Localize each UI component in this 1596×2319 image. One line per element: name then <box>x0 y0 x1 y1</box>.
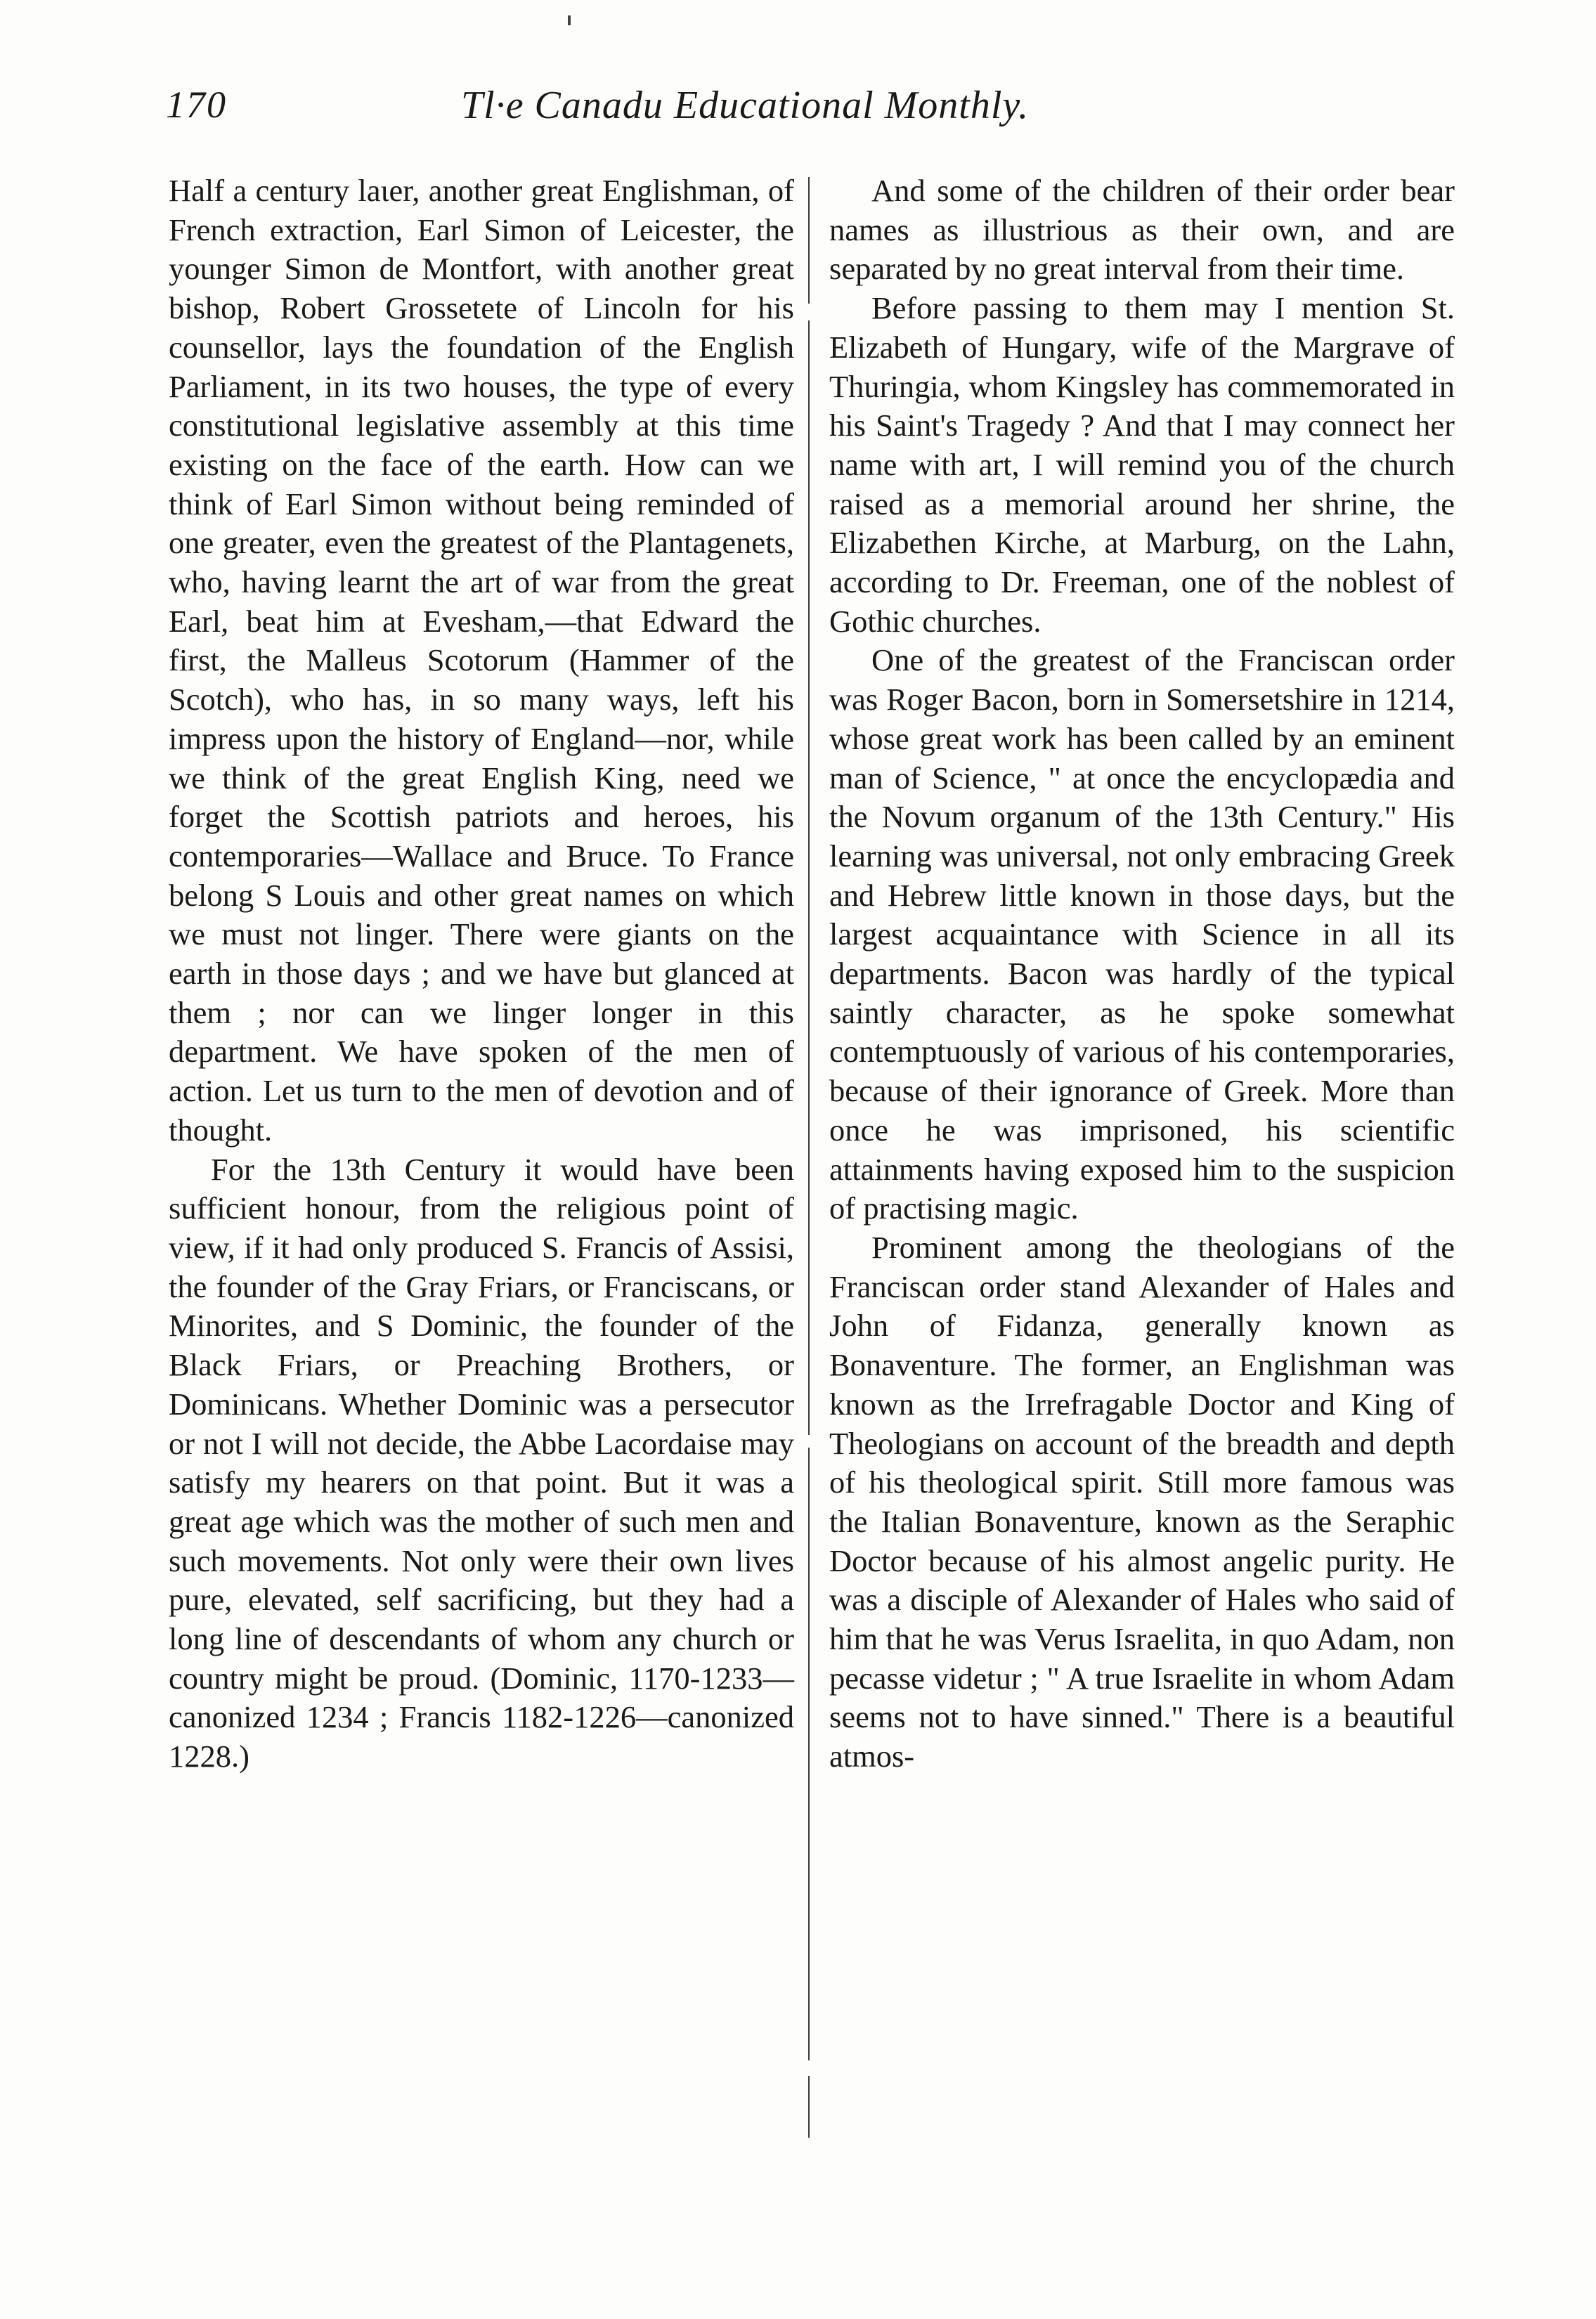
print-speck <box>568 15 571 25</box>
left-column <box>169 171 794 1776</box>
paragraph: One of the greatest of the Franciscan order was Roger Bacon, born in Somersetshire in 1214, whose great work has been called by an eminent man of Science, " at once the encyclopædia and the Novum organum of the 13th Century." His learning was universal, not only embracing Greek and Hebrew little known in those days, but the largest acquaintance with Science in all its departments. Bacon was hardly of the typical saintly character, as he spoke somewhat contemptuously of various of his contemporaries, because of their ignorance of Greek. More than once he was imprisoned, his scientific attainments having exposed him to the suspicion of practising magic. <box>829 642 1455 1226</box>
column-divider <box>808 177 810 2138</box>
paragraph: Prominent among the theologians of the Franciscan order stand Alexander of Hales and John of Fidanza, generally known as Bonaventure. The former, an Englishman was known as the Irrefragable Doctor and King of Theologians on account of the breadth and depth of his theological spirit. Still more famous was the Italian Bonaventure, known as the Seraphic Doctor because of his almost angelic purity. He was a disciple of Alexander of Hales who said of him that he was Verus Israelita, in quo Adam, non pecasse videtur ; " A true Israelite in whom Adam seems not to have sinned." There is a beautiful atmos- <box>829 1229 1455 1774</box>
page-header <box>166 83 1445 139</box>
page-number: 170 <box>166 84 227 126</box>
paragraph: For the 13th Century it would have been sufficient honour, from the religious point of view, if it had only produced S. Francis of Assisi, the founder of the Gray Friars, or Franciscans, or Minorites, and S Dominic, the founder of the Black Friars, or Preaching Brothers, or Dominicans. Whether Dominic was a persecutor or not I will not decide, the Abbe Lacordaise may satisfy my hearers on that point. But it was a great age which was the mother of such men and such movements. Not only were their own lives pure, elevated, self sacrificing, but they had a long line of descendants of whom any church or country might be proud. (Dominic, 1170-1233—canonized 1234 ; Francis 1182-1226—canonized 1228.) <box>169 1151 794 1774</box>
paragraph: And some of the children of their order bear names as illustrious as their own, and are separated by no great interval from their time. <box>829 173 1455 287</box>
paragraph: Before passing to them may I mention St. Elizabeth of Hungary, wife of the Margrave of Thuringia, whom Kingsley has commemorated in his Saint's Tragedy ? And that I may connect her name with art, I will remind you of the church raised as a memorial around her shrine, the Elizabethen Kirche, at Marburg, on the Lahn, according to Dr. Freeman, one of the noblest of Gothic churches. <box>829 290 1455 639</box>
paragraph: Half a century laιer, another great Englishman, of French extraction, Earl Simon of Leicester, the younger Simon de Montfort, with another great bishop, Robert Grossetete of Lincoln for his counsellor, lays the foundation of the English Parliament, in its two houses, the type of every constitutional legislative assembly at this time existing on the face of the earth. How can we think of Earl Simon without being reminded of one greater, even the greatest of the Plantagenets, who, having learnt the art of war from the great Earl, beat him at Evesham,—that Edward the first, the Malleus Scotorum (Hammer of the Scotch), who has, in so many ways, left his impress upon the history of England—nor, while we think of the great English King, need we forget the Scottish patriots and heroes, his contemporaries—Wallace and Bruce. To France belong S Louis and other great names on which we must not linger. There were giants on the earth in those days ; and we have but glanced at them ; nor can we linger longer in this department. We have spoken of the men of action. Let us turn to the men of devotion and of thought. <box>169 173 794 1148</box>
running-title: Tl·e Canadu Educational Monthly. <box>461 84 1030 127</box>
right-column <box>829 171 1455 1776</box>
